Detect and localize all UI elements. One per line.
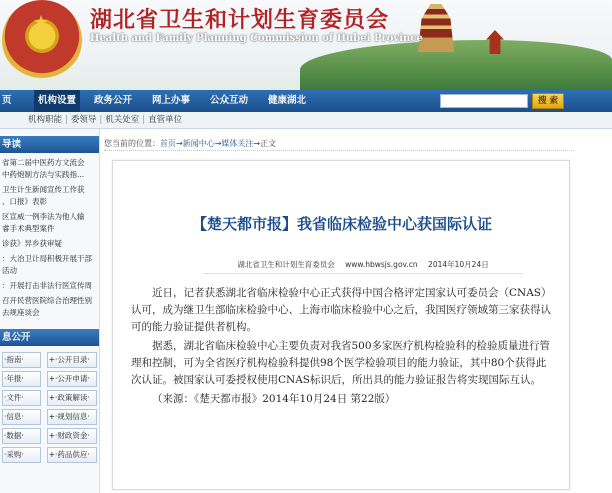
article-source: 湖北省卫生和计划生育委员会	[237, 260, 335, 269]
nav-item-organization[interactable]: 机构设置	[34, 90, 80, 112]
info-disclosure-header: 息公开	[0, 329, 99, 346]
search-button[interactable]: 搜 索	[532, 93, 564, 109]
nav-item-online-services[interactable]: 网上办事	[152, 95, 191, 106]
nav-item-government-affairs[interactable]: 政务公开	[94, 95, 133, 106]
site-title: 湖北省卫生和计划生育委员会	[90, 7, 390, 33]
subnav-separator: |	[142, 115, 146, 125]
article-source-note: （来源：《楚天都市报》2014年10月24日 第22版）	[152, 393, 396, 405]
national-emblem-icon: ★	[2, 0, 82, 80]
article-body	[131, 285, 551, 410]
breadcrumb-separator: →	[176, 139, 183, 148]
site-banner	[0, 0, 612, 90]
nav-item-public-interaction[interactable]: 公众互动	[210, 95, 249, 106]
breadcrumb-news-center[interactable]: 新闻中心	[182, 139, 215, 148]
info-link-data[interactable]: ·数据·	[2, 428, 41, 444]
info-disclosure-grid	[0, 346, 99, 463]
article-date: 2014年10月24日	[428, 260, 489, 269]
guide-item[interactable]: 、口报》表彰	[2, 197, 47, 206]
guide-item[interactable]: 中药炮制方法与实践指...	[2, 170, 85, 179]
info-link-policy-interpretation[interactable]: +·政策解读·	[47, 390, 97, 406]
nav-item-healthy-hubei[interactable]: 健康湖北	[268, 95, 307, 106]
guide-list	[0, 153, 99, 319]
site-subtitle: Health and Family Planning Commission of Hubei Province	[90, 33, 423, 44]
guide-item[interactable]: 卫生计生新闻宣传工作获	[2, 185, 85, 194]
subnav-item-functions[interactable]: 机构职能	[28, 115, 63, 125]
guide-item[interactable]: 诊获》异乡获审疑	[2, 239, 62, 248]
guide-item[interactable]: 活动	[2, 266, 17, 275]
subnav-item-leaders[interactable]: 委领导	[70, 115, 97, 125]
scenery-hills	[300, 40, 612, 90]
guide-header: 导读	[0, 136, 99, 153]
article-paragraph: 近日，记者获悉湖北省临床检验中心正式获得中国合格评定国家认可委员会（CNAS）认可，成为继卫生部临床检验中心、上海市临床检验中心之后，我国医疗领域第三家获得认可的能力验证提供者机构。	[131, 287, 551, 333]
subnav-separator: |	[99, 115, 103, 125]
breadcrumb-home[interactable]: 首页	[160, 139, 176, 148]
left-sidebar	[0, 129, 100, 493]
yellow-crane-tower-image	[418, 4, 454, 52]
article-meta	[203, 259, 523, 270]
info-link-guide[interactable]: ·指南·	[2, 352, 41, 368]
guide-item[interactable]: ：大冶卫计局积极开展干部	[2, 254, 92, 263]
info-link-planning[interactable]: +·规划信息·	[47, 409, 97, 425]
subnav-separator: |	[65, 115, 68, 125]
article-card	[112, 160, 570, 490]
guide-item[interactable]: ：开展打击非法行医宣传周	[2, 281, 92, 290]
subnav-item-affiliates[interactable]: 直管单位	[148, 115, 183, 125]
info-link-application[interactable]: +·公开申请·	[47, 371, 97, 387]
breadcrumb	[104, 136, 574, 151]
sub-nav	[0, 112, 612, 129]
guide-item[interactable]: 区宣威一例李法为他人输	[2, 212, 85, 221]
main-nav	[0, 90, 612, 112]
subnav-item-departments[interactable]: 机关处室	[105, 115, 140, 125]
nav-item-home[interactable]: 页	[2, 95, 12, 106]
search-input[interactable]	[440, 94, 528, 108]
guide-item[interactable]: 睿手术典型案件	[2, 224, 55, 233]
breadcrumb-prefix: 您当前的位置：	[104, 139, 160, 148]
info-link-annual-report[interactable]: ·年报·	[2, 371, 41, 387]
info-link-finance[interactable]: +·财政资金·	[47, 428, 97, 444]
info-link-drug-supply[interactable]: +·药品供应·	[47, 447, 97, 463]
article-site: www.hbwsjs.gov.cn	[345, 260, 418, 269]
info-link-documents[interactable]: ·文件·	[2, 390, 41, 406]
breadcrumb-current: 正文	[260, 139, 277, 148]
guide-item[interactable]: 省第二届中医药方文流会	[2, 158, 85, 167]
guide-item[interactable]: 去规座谈会	[2, 308, 40, 317]
meta-divider	[203, 273, 523, 274]
info-link-information[interactable]: ·信息·	[2, 409, 41, 425]
article-title: 【楚天都市报】我省临床检验中心获国际认证	[191, 215, 492, 233]
info-link-procurement[interactable]: ·采购·	[2, 447, 41, 463]
breadcrumb-separator: →	[253, 139, 261, 148]
guide-item[interactable]: 召开民营医院综合治理性别	[2, 296, 92, 305]
article-paragraph: 据悉，湖北省临床检验中心主要负责对我省500多家医疗机构检验科的检验质量进行管理和控制，可为全省医疗机构检验科提供98个医学检验项目的能力验证，其中80个获得此次认证。被国家认可委授权使用CNAS标识后，所出具的能力验证报告将实现国际互认。	[131, 340, 551, 386]
breadcrumb-separator: →	[214, 139, 222, 148]
breadcrumb-media[interactable]: 媒体关注	[221, 139, 254, 148]
info-link-catalog[interactable]: +·公开目录·	[47, 352, 97, 368]
